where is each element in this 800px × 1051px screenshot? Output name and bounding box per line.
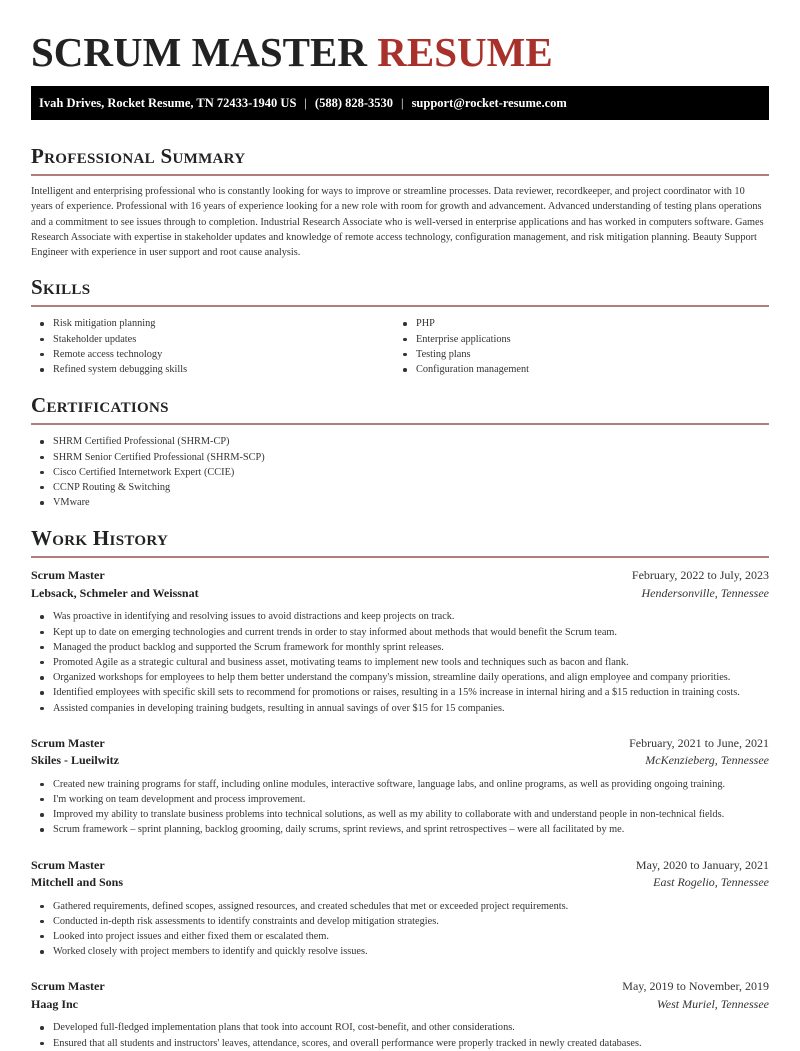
job-entry — [31, 567, 769, 715]
section-heading-work-history: Work History — [31, 526, 169, 551]
job-bullets — [31, 1020, 769, 1050]
job-entry — [31, 857, 769, 960]
resume-title — [31, 0, 769, 86]
section-divider — [31, 174, 769, 176]
job-bullet: Looked into project issues and either fixed them or escalated them. — [31, 929, 769, 944]
certification-item: CCNP Routing & Switching — [31, 480, 769, 495]
job-bullet: Developed full-fledged implementation plans that took into account ROI, cost-benefit, and other considerations. — [31, 1020, 769, 1035]
summary-section — [31, 146, 769, 260]
title-accent: RESUME — [377, 29, 553, 75]
job-dates: May, 2019 to November, 2019 — [622, 979, 769, 994]
section-divider — [31, 305, 769, 307]
certifications-section — [31, 395, 769, 510]
job-company: Skiles - Lueilwitz — [31, 753, 120, 768]
certification-item: SHRM Certified Professional (SHRM-CP) — [31, 434, 769, 449]
job-bullet: Kept up to date on emerging technologies and current trends in order to stay informed about methods that would benefit the Scrum team. — [31, 625, 769, 640]
section-heading-skills: Skills — [31, 275, 91, 300]
job-dates: May, 2020 to January, 2021 — [635, 857, 769, 872]
job-dates: February, 2021 to June, 2021 — [629, 735, 769, 750]
skill-item: Testing plans — [394, 347, 757, 362]
job-bullet: Assisted companies in developing training budgets, resulting in annual savings of over $15 for 15 companies. — [31, 701, 769, 716]
certification-item: SHRM Senior Certified Professional (SHRM-SCP) — [31, 450, 769, 465]
certification-item: VMware — [31, 495, 769, 510]
job-location: East Rogelio, Tennessee — [653, 875, 769, 890]
contact-address: Ivah Drives, Rocket Resume, TN 72433-1940 US — [39, 95, 297, 110]
section-divider — [31, 423, 769, 425]
skill-item: Remote access technology — [31, 347, 394, 362]
job-company-row — [31, 585, 769, 603]
contact-separator: | — [304, 95, 307, 110]
skills-grid — [31, 316, 769, 377]
contact-phone[interactable]: (588) 828-3530 — [314, 95, 394, 110]
contact-email[interactable]: support@rocket-resume.com — [411, 95, 567, 110]
skill-item: Configuration management — [394, 362, 757, 377]
skill-item: Enterprise applications — [394, 332, 757, 347]
contact-bar — [31, 86, 769, 120]
job-bullet: Gathered requirements, defined scopes, assigned resources, and created schedules that met or exceeded project requirements. — [31, 899, 769, 914]
summary-text: Intelligent and enterprising professional who is constantly looking for ways to improve or streamline processes. Data reviewer, recordkeeper, and project coordinator with 10 years of experience. Professional with 16 years of experience looking for a new role with room for growth and advancement. Advanced understanding of testing plans operations and a commitment to see issues through to completion. Industrial Research Associate who is well-versed in enterprise applications and has worked in computers software. Games Research Associate with expertise in stakeholder updates and knowledge of remote access technology, configuration management, and risk mitigation planning. Beauty Support Engineer with experience in user support and root cause analysis. — [31, 186, 764, 259]
skill-item: Risk mitigation planning — [31, 316, 394, 331]
job-dates: February, 2022 to July, 2023 — [631, 568, 769, 583]
section-divider — [31, 556, 769, 558]
job-title: Scrum Master — [31, 735, 105, 750]
job-company: Lebsack, Schmeler and Weissnat — [31, 585, 199, 600]
job-entry — [31, 978, 769, 1050]
job-location: McKenzieberg, Tennessee — [645, 753, 769, 768]
job-title: Scrum Master — [31, 857, 105, 872]
job-title: Scrum Master — [31, 568, 105, 583]
job-bullet: Scrum framework – sprint planning, backlog grooming, daily scrums, sprint reviews, and sprint retrospectives – were all facilitated by me. — [31, 822, 769, 837]
job-bullet: Managed the product backlog and supported the Scrum framework for monthly sprint releases. — [31, 640, 769, 655]
job-bullet: Conducted in-depth risk assessments to identify constraints and develop mitigation strategies. — [31, 914, 769, 929]
skills-list-left — [31, 316, 394, 377]
job-company-row — [31, 874, 769, 892]
job-bullet: I'm working on team development and process improvement. — [31, 792, 769, 807]
certifications-list — [31, 434, 769, 510]
section-heading-certifications: Certifications — [31, 393, 169, 418]
job-bullet: Promoted Agile as a strategic cultural and business asset, motivating teams to implement new tools and techniques such as bacon and flank. — [31, 655, 769, 670]
job-location: West Muriel, Tennessee — [656, 996, 769, 1011]
skills-list-right — [394, 316, 757, 377]
job-bullets — [31, 899, 769, 960]
certification-item: Cisco Certified Internetwork Expert (CCIE) — [31, 465, 769, 480]
job-entry — [31, 735, 769, 838]
job-bullet: Identified employees with specific skill sets to recommend for promotions or raises, resulting in a 15% increase in internal hiring and a $15 reduction in training costs. — [31, 685, 769, 700]
job-header-row — [31, 978, 769, 996]
skill-item: Refined system debugging skills — [31, 362, 394, 377]
job-company-row — [31, 752, 769, 770]
job-location: Hendersonville, Tennessee — [641, 585, 769, 600]
section-heading-summary: Professional Summary — [31, 144, 246, 168]
job-bullet: Worked closely with project members to identify and quickly resolve issues. — [31, 944, 769, 959]
job-company-row — [31, 996, 769, 1014]
job-header-row — [31, 857, 769, 875]
contact-separator: | — [401, 95, 404, 110]
job-header-row — [31, 567, 769, 585]
job-header-row — [31, 735, 769, 753]
job-bullet: Improved my ability to translate business problems into technical solutions, as well as my ability to collaborate with and understand people in non-technical fields. — [31, 807, 769, 822]
job-bullet: Organized workshops for employees to help them better understand the company's mission, streamline daily operations, and align employee and company priorities. — [31, 670, 769, 685]
title-main: SCRUM MASTER — [31, 29, 367, 75]
skill-item: Stakeholder updates — [31, 332, 394, 347]
job-bullet: Created new training programs for staff, including online modules, interactive software, language labs, and online programs, as well as providing ongoing training. — [31, 777, 769, 792]
skill-item: PHP — [394, 316, 757, 331]
job-bullet: Was proactive in identifying and resolving issues to avoid distractions and keep projects on track. — [31, 609, 769, 624]
work-history-section — [31, 528, 769, 1050]
job-company: Mitchell and Sons — [31, 875, 124, 890]
skills-section — [31, 277, 769, 377]
job-company: Haag Inc — [31, 996, 79, 1011]
job-bullets — [31, 777, 769, 838]
job-title: Scrum Master — [31, 979, 105, 994]
job-bullet: Ensured that all students and instructors' leaves, attendance, scores, and overall performance were properly tracked in newly created databases. — [31, 1036, 769, 1051]
job-bullets — [31, 609, 769, 715]
